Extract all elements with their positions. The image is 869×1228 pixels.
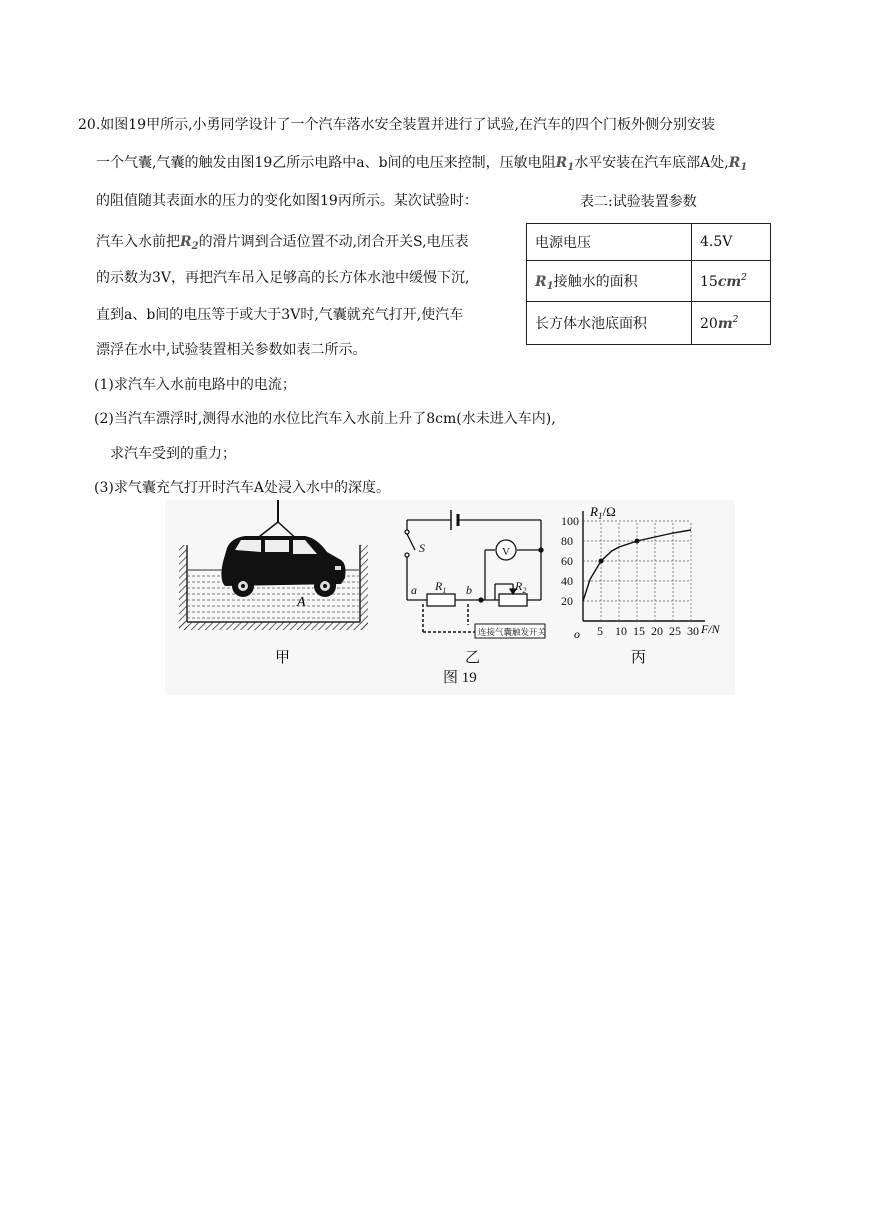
y-tick-label: 80 [561, 534, 573, 548]
problem-line-5: 的示数为3V，再把汽车吊入足够高的长方体水池中缓慢下沉, [96, 270, 470, 286]
problem-line-2-text-a: 一个气囊,气囊的触发由图19乙所示电路中a、b间的电压来控制，压敏电阻 [96, 155, 556, 171]
r1-symbol: $R_1$ [555, 155, 575, 173]
table-cell-value: $15cm^2$ [692, 261, 771, 302]
question-2a: (2)当汽车漂浮时,测得水池的水位比汽车入水前上升了8cm(水未进入车内), [94, 411, 556, 427]
circuit-diagram [405, 510, 545, 638]
x-tick-label: 30 [687, 624, 699, 638]
y-tick-label: 40 [561, 574, 573, 588]
tank-diagram [179, 500, 368, 666]
table-cell-value: 4.5V [692, 224, 771, 261]
table-cell-value: $20m^2$ [692, 302, 771, 345]
x-tick-label: 5 [597, 624, 603, 638]
table-cell-label: 电源电压 [527, 224, 692, 261]
label-bing: 丙 [631, 650, 647, 666]
question-3: (3)求气囊充气打开时汽车A处浸入水中的深度。 [94, 480, 390, 496]
question-1: (1)求汽车入水前电路中的电流； [94, 377, 296, 393]
table-caption: 表二:试验装置参数 [580, 194, 697, 210]
problem-line-4: 汽车入水前把$R_2$的滑片调到合适位置不动,闭合开关S,电压表 [96, 234, 469, 252]
y-tick-label: 20 [561, 594, 573, 608]
x-tick-label: 10 [615, 624, 627, 638]
question-2b: 求汽车受到的重力； [110, 446, 236, 462]
graph-ylabel: $R_1/\Omega$ [590, 504, 616, 521]
r2-label: $R_2$ [515, 579, 527, 595]
tank-left-wall [179, 545, 187, 630]
problem-line-2 [96, 153, 747, 178]
problem-line-7: 漂浮在水中,试验装置相关参数如表二所示。 [96, 342, 367, 358]
x-tick-label: 20 [651, 624, 663, 638]
y-tick-label: 60 [561, 554, 573, 568]
trigger-box-label: 连接气囊触发开关 [478, 627, 547, 637]
r2-symbol: $R_2$ [180, 234, 199, 252]
tank-bottom [179, 622, 368, 630]
label-jia: 甲 [275, 650, 291, 666]
table-cell-label: 长方体水池底面积 [527, 302, 692, 345]
data-point [599, 559, 604, 564]
table-cell-label: $R_1$接触水的面积 [527, 261, 692, 302]
problem-line-6: 直到a、b间的电压等于或大于3V时,气囊就充气打开,使汽车 [96, 307, 464, 323]
graph-origin: o [574, 627, 580, 641]
node-b-label: b [466, 583, 472, 597]
r1-label: $R_1$ [435, 579, 447, 595]
voltmeter-label: V [502, 546, 510, 558]
problem-line-2-text-b: 水平安装在汽车底部A处, [574, 155, 729, 171]
figure-19-svg [165, 500, 735, 695]
figure-caption: 图 19 [443, 670, 477, 686]
switch-s-label: S [419, 541, 425, 555]
parameters-table [526, 223, 771, 345]
graph-xlabel: F/N [701, 622, 720, 636]
y-tick-label: 100 [561, 514, 579, 528]
circuit-labels [411, 541, 547, 686]
r2-resistor [499, 594, 527, 606]
problem-line-1: 20.如图19甲所示,小勇同学设计了一个汽车落水安全装置并进行了试验,在汽车的四个门板外侧分别安装 [78, 117, 715, 133]
figure-19 [165, 500, 735, 695]
label-yi: 乙 [465, 650, 481, 666]
x-tick-label: 25 [669, 624, 681, 638]
r1-force-graph [561, 504, 721, 666]
switch-lever [407, 534, 415, 550]
r1-resistor [427, 594, 455, 606]
table-row [527, 302, 771, 345]
problem-line-3: 的阻值随其表面水的压力的变化如图19丙所示。某次试验时： [96, 193, 478, 209]
data-point [635, 539, 640, 544]
point-a-label: A [297, 595, 306, 610]
tank-right-wall [360, 545, 368, 630]
node-a-label: a [411, 583, 417, 597]
r1-symbol-2: $R_1$ [728, 155, 748, 173]
x-tick-label: 15 [633, 624, 645, 638]
table-row [527, 261, 771, 302]
table-row [527, 224, 771, 261]
